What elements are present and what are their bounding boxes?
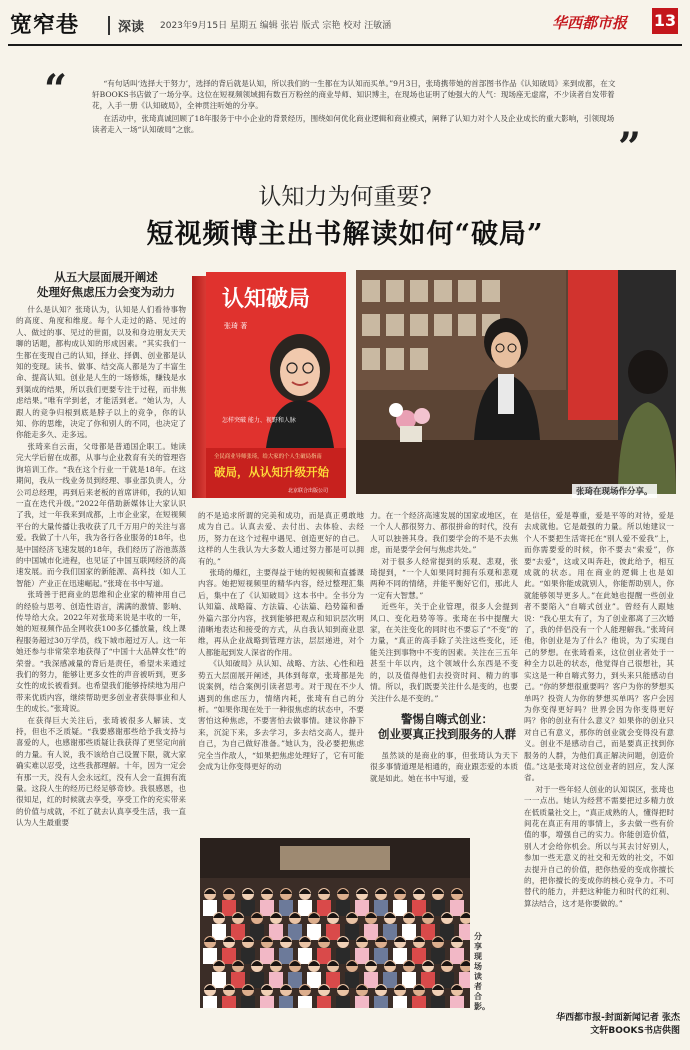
book-tagline: 怎样突破 能力、视野和人脉 <box>222 417 296 424</box>
body-paragraph: 在获得巨大关注后，张琦被很多人解读、支持，但也不乏质疑。“我要感谢那些给予我支持与喜爱的人，也感谢那些质疑让我获得了更坚定向前的力量。有人说，我不该给自己设置下限，就大家确实难以忍受，这些我都理解。十年，因为一定会有那一天，没有人会永远红，没有人会一直拥有流量。这段人生的经历已经足够奇妙。我很感恩，也很知足，红的时候就去享受，享受工作的充实带来的价值与成就，不红了就去认真享受生活，我一直认为人生最重要 <box>16 715 186 828</box>
body-paragraph: 张琦善于把商业的思维和企业家的精神用自己的经验与思考、创造性语言，满满的激情、影响、传导给大众。2022年对张琦来说是丰收的一年，她的短视频作品全网收获100多亿播放量，线上课程服务超过30万学员，线下城市超过万人。这一年她还参与非常荣幸地获得了“中国十大品牌女性”的荣誉。“我深感减量的背后是责任，希望未来通过我们的努力，能够让更多女性的声音被听到，更多女性的成长被看到。也希望我们能够持续地为用户带来优质内容，继续帮助更多创业者获得事业和人生的成长。”张琦说。 <box>16 590 186 714</box>
issue-info: 2023年9月15日 星期五 编辑 张岩 版式 宗艳 校对 汪敏涵 <box>160 21 392 31</box>
supertitle: 认知力为何重要? <box>258 184 432 210</box>
body-paragraph: 《认知破局》从认知、战略、方法、心性和趋势五大层面展开阐述，具体到每章，张琦都是先说案例，结合案例引读者思考。对于现在不少人遇到的焦虑压力，情绪内耗，张琦有自己的分析。“如果你现在处于一种很焦虑的状态中，不要害怕这种焦虑，不要害怕去做事情。建议你静下来，沉淀下来，多去学习，多去结交高人，提升自己，为自己做好准备。”她认为，没必要把焦虑完全当作敌人，“如果把焦虑处理好了，它有可能会成为让你变得更好的动 <box>198 659 364 771</box>
body-paragraph: 虽然谈的是商业的事，但张琦认为天下很多事情道理是相通的，商业跟恋爱的本质就是如此。她在书中写道，爱 <box>370 751 518 783</box>
quote-open-icon: “ <box>44 66 68 113</box>
byline-photo: 文轩BOOKS书店供图 <box>590 1026 680 1036</box>
body-column-1 <box>16 304 186 1002</box>
body-paragraph: 张琦的爆红，主要得益于她的短视频和直播课内容。她把短视频里的精华内容，经过整理汇集后，集中在了《认知破局》这本书中。全书分为认知篇、战略篇、方法篇、心法篇、趋势篇和番外篇六部分内容，找到能够把观点和知识层次明清晰地表达和接受的方式，从自我认知到商业思维，再从企业战略到管理方法，层层递进，对个人都能起到发人深省的作用。 <box>198 568 364 657</box>
body-paragraph: 张琦来自云南，父母都是普通国企职工。她读完大学后留在成都，从事与企业教育有关的管理咨询培训工作。“我在这个行业一干就是18年。在这期间，我从一线业务员到经理、事业部负责人，分公司总经理，再到后来老板的首席讲师，我的认知一直在迭代升级。”2022年借助新媒体让大家认识了我，过一年我来到成都，上市企业家，在短视频平台的大量传播让我收获了几千万用户的关注与喜爱。我做了十八年，我为各行各业服务的18年，也是中国经济飞速发展的18年，我们经历了浴池蒸蒸的中国城市化进程，也见证了中国互联网经济的高速发展。而今我们国家的新能源、高科技（如人工智能）产业正在迅速崛起。”张琦在书中写道。 <box>16 441 186 588</box>
body-paragraph: 的不是追求所谓的完美和成功，而是真正勇敢地成为自己。认真去爱、去付出、去体验、去经历，努力在这个过程中遇见、创造更好的自己。这样的人生我认为大多数人通过努力都是可以拥有的。” <box>198 511 364 566</box>
talk-photo-image <box>356 270 676 494</box>
book-author: 张琦 著 <box>224 322 248 330</box>
talk-photo <box>356 270 676 494</box>
body-paragraph: 什么是认知？张琦认为，认知是人们看待事物的高度、角度和维度。每个人走过的路、见过的人、做过的事、见过的世面，以及和身边朋友天天聊的话题，都构成认知的形成因素。“其实我们一生都在变现自己的认知，择业、择偶、创业都是认知的变现。读书、做事、结交高人都是为了丰富生命、提高认知。创业是人生的一场修炼，赚钱是水到渠成的结果，所以我们更要专注于过程，而非焦虑结果。”唯有学到老，才能活到老。“她认为，人跟人的竞争归根到底是脖子以上的竞争，你的认知、你的思维，决定了你和别人的不同，也决定了你能走多久、走多远。 <box>16 305 186 440</box>
body-column-4 <box>524 510 674 1010</box>
byline-credit <box>520 1012 680 1038</box>
book-banner: 破局，从认知升级开始 <box>214 465 329 479</box>
book-title: 认知破局 <box>222 286 311 312</box>
quote-close-icon: ” <box>618 124 642 171</box>
lead-paragraphs <box>92 78 616 152</box>
body-column-3 <box>370 510 518 706</box>
byline-reporter: 华西都市报-封面新闻记者 张杰 <box>556 1013 680 1023</box>
body-column-3-lower <box>370 750 518 1008</box>
body-paragraph: 对于一些年轻人创业的认知误区，张琦也一一点出。她认为经营不需要把过多精力放在低质量社交上，“真正成熟的人，懂得把时间花在真正有用的事情上，多去做一些有价值的事，增强自己的实力。你能创造价值，别人才会给你机会。所以与其去讨好别人，参加一些无意义的社交和无效的社交，不如去提升自己的价值，把你热爱的变成你擅长的，把你擅长的变成你的核心竞争力。不可替代的能力，并把这种能力和时代的红利、算法结合，这才是你要做的。” <box>524 784 674 908</box>
talk-photo-caption: 张琦在现场作分享。 <box>572 484 657 498</box>
subhead-second: 警惕自嗨式创业： 创业要真正找到服务的人群 <box>378 712 516 741</box>
body-column-2 <box>198 510 364 822</box>
column-subtitle: 深读 <box>108 16 144 35</box>
book-banner-sub: 全民商业导师张琦，给大家的个人生破局指南 <box>214 454 322 460</box>
page-number: 13 <box>652 8 678 34</box>
lead-paragraph: “有句话叫‘选择大于努力’，选择的背后就是认知，所以我们的一生都在为认知而买单。”9月3日，张琦携带她的首部图书作品《认知破局》来到成都，在文轩BOOKS书店做了一场分享。这位在短视频领域拥有数百万粉丝的商业导师、知识博主，在现场也证明了她强大的人气：现场座无虚席，不少读者自发带着花，入手一册《认知破局》，全神贯注听她的分享。 <box>92 79 616 110</box>
column-name: 宽窄巷 <box>10 12 80 38</box>
lead-paragraph: 在活动中，张琦真诚回顾了18年服务于中小企业的背景经历，围绕如何优化商业逻辑和商业模式，阐释了认知力对个人及企业成长的重大影响，引领现场读者走入一场“认知破局”之旅。 <box>92 114 615 134</box>
body-paragraph: 力。在一个经济高速发展的国家或地区，在一个人人都很努力、都很拼命的时代，没有人可以独善其身。我们要学会的不是不去焦虑，而是要学会何与焦虑共处。” <box>370 511 518 555</box>
headline: 短视频博主出书解读如何“破局” <box>146 219 544 250</box>
body-paragraph: 对于很多人经常提到的乐观、悲观，张琦提到，“一个人如果同时拥有乐观和悲观两种不同的情绪，并能平衡好它们，那此人一定有大智慧。” <box>370 556 518 600</box>
crowd-photo-caption: 分享现场读者合影。 <box>474 932 490 1011</box>
book-publisher: 北京联合出版公司 <box>288 488 329 494</box>
book-cover-image <box>192 272 348 500</box>
body-paragraph: 是信任，爱是尊重，爱是平等的对待，爱是去成就他。它是最强的力量。所以她建议一个人不要把生活寄托在“别人爱不爱我”上，而你需要爱的时候，你不要去“索爱”，你要“去爱”，这或又叫奔赴，彼此给予，相互成就的状态。用在商业的逻辑上也是如此。“如果你能成就别人，你能帮助别人，你就能够领导更多人。”在此她也提醒一些创业者不要陷入“自嗨式创业”。曾经有人跟她说：“我心里太有了，为了创业都离了三次婚了，我的伴侣没有一个人能理解我。”张琦问他，你创业是为了什么？他说，为了实现自己的梦想。在张琦看来，这位创业者处于一种全力以赴的状态，他觉得自己很想社，其实这是一种自嗨式努力，到头来只能感动自己。“你的梦想很重要吗？客户为你的梦想买单吗？投资人为你的梦想买单吗？客户会因为你变得更好吗？世界会因为你变得更好吗？你的创业有什么意义？如果你的创业只对自己有意义，那你的创业就会变得没有意义。创业不是感动自己，而是要真正找到你服务的人群，为他们真正解决问题，创造价值。”这是张琦对这位创业者的回应，发人深省。 <box>524 511 674 783</box>
newspaper-logo: 华西都市报 <box>552 14 628 32</box>
body-paragraph: 近些年，关于企业管理，很多人会提到风口、变化趋势等等。张琦在书中提醒大家，在关注变化的同时也不要忘了“不变”的力量，“真正的高手除了关注这些变化，还能关注到事物中不变的因素。关注在三五年甚至十年以内，这个领域什么东西是不变的，以及值得他们去投资时间、精力的事情。所以，我们既要关注什么是变的，也要关注什么是不变的。” <box>370 602 518 703</box>
subhead-first: 从五大层面展开阐述 处理好焦虑压力会变为动力 <box>37 270 175 299</box>
